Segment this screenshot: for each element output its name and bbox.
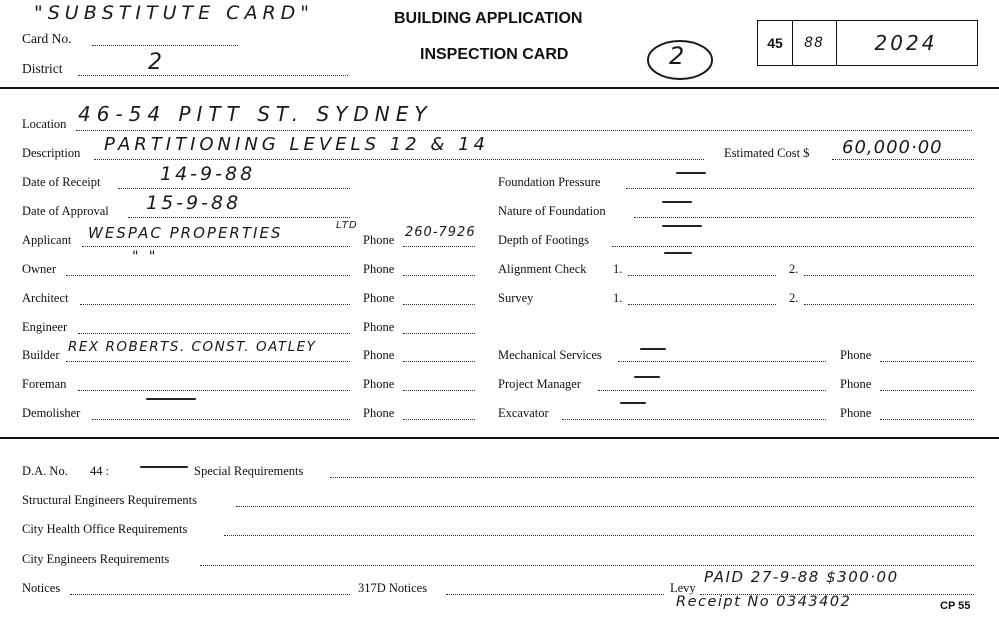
applicant-phone-line xyxy=(403,246,475,247)
mechanical-services-label: Mechanical Services xyxy=(498,348,602,362)
excavator-phone-line xyxy=(880,419,974,420)
excavator-dash xyxy=(620,402,646,404)
alignment-item-1-line xyxy=(628,275,776,276)
mechanical-phone-label: Phone xyxy=(840,348,872,362)
description-label: Description xyxy=(22,146,81,160)
alignment-item-1-label: 1. xyxy=(613,262,623,276)
excavator-line xyxy=(562,419,826,420)
requirements-divider xyxy=(0,437,999,439)
foundation-pressure-dash xyxy=(676,172,706,174)
builder-value: REX ROBERTS. CONST. OATLEY xyxy=(68,339,317,355)
architect-label: Architect xyxy=(22,291,69,305)
survey-item-2-line xyxy=(804,304,974,305)
date-of-receipt-value: 14-9-88 xyxy=(160,163,256,185)
owner-phone-label: Phone xyxy=(363,262,395,276)
demolisher-label: Demolisher xyxy=(22,406,81,420)
depth-of-footings-label: Depth of Footings xyxy=(498,233,589,247)
card-no-label: Card No. xyxy=(22,31,72,46)
alignment-item-2-line xyxy=(804,275,974,276)
card-title-line2: INSPECTION CARD xyxy=(420,46,569,63)
applicant-phone-label: Phone xyxy=(363,233,395,247)
estimated-cost-value: 60,000·00 xyxy=(842,137,943,158)
date-of-approval-line xyxy=(128,217,350,218)
header-divider xyxy=(0,87,999,89)
district-value: 2 xyxy=(148,50,165,75)
engineer-phone-line xyxy=(403,333,475,334)
ref-number-a: 45 xyxy=(767,35,783,51)
description-value: PARTITIONING LEVELS 12 & 14 xyxy=(104,134,490,155)
alignment-item-2-label: 2. xyxy=(789,262,799,276)
foreman-phone-label: Phone xyxy=(363,377,395,391)
demolisher-line xyxy=(92,419,350,420)
survey-item-2-label: 2. xyxy=(789,291,799,305)
architect-line xyxy=(80,304,350,305)
estimated-cost-label: Estimated Cost $ xyxy=(724,146,810,160)
nature-of-foundation-label: Nature of Foundation xyxy=(498,204,606,218)
applicant-suffix: LTD xyxy=(336,220,358,231)
excavator-phone-label: Phone xyxy=(840,406,872,420)
special-requirements-line xyxy=(330,477,974,478)
mechanical-services-dash xyxy=(640,348,666,350)
builder-phone-label: Phone xyxy=(363,348,395,362)
date-of-approval-label: Date of Approval xyxy=(22,204,109,218)
card-no-line xyxy=(92,45,238,46)
engineer-label: Engineer xyxy=(22,320,68,334)
foreman-label: Foreman xyxy=(22,377,67,391)
applicant-phone-value: 260-7926 xyxy=(405,225,476,240)
nature-of-foundation-dash xyxy=(662,201,692,203)
notices-label: Notices xyxy=(22,581,61,595)
location-line xyxy=(76,130,972,131)
excavator-label: Excavator xyxy=(498,406,549,420)
location-value: 46-54 PITT ST. SYDNEY xyxy=(78,102,433,126)
mechanical-phone-line xyxy=(880,361,974,362)
nature-of-foundation-line xyxy=(634,217,974,218)
foreman-dash-mark xyxy=(146,398,196,400)
alignment-check-label: Alignment Check xyxy=(498,262,587,276)
depth-of-footings-line xyxy=(612,246,974,247)
structural-requirements-label: Structural Engineers Requirements xyxy=(22,493,197,507)
receipt-value: Receipt No 0343402 xyxy=(676,594,852,610)
special-requirements-label: Special Requirements xyxy=(194,464,304,478)
engineer-phone-label: Phone xyxy=(363,320,395,334)
project-manager-phone-line xyxy=(880,390,974,391)
demolisher-phone-line xyxy=(403,419,475,420)
health-requirements-line xyxy=(224,535,974,536)
builder-label: Builder xyxy=(22,348,60,362)
form-code: CP 55 xyxy=(940,600,971,612)
architect-phone-label: Phone xyxy=(363,291,395,305)
demolisher-phone-label: Phone xyxy=(363,406,395,420)
da-no-label: D.A. No. xyxy=(22,464,68,478)
applicant-label: Applicant xyxy=(22,233,72,247)
estimated-cost-line xyxy=(832,159,974,160)
foundation-pressure-line xyxy=(626,188,974,189)
district-line xyxy=(78,75,348,76)
builder-phone-line xyxy=(403,361,475,362)
reference-box xyxy=(757,20,978,66)
survey-item-1-label: 1. xyxy=(613,291,623,305)
foundation-pressure-label: Foundation Pressure xyxy=(498,175,601,189)
survey-label: Survey xyxy=(498,291,534,305)
description-line xyxy=(94,159,704,160)
circled-number: 2 xyxy=(669,42,688,70)
survey-item-1-line xyxy=(628,304,776,305)
foreman-line xyxy=(78,390,350,391)
date-of-approval-value: 15-9-88 xyxy=(146,192,242,214)
notices-line xyxy=(70,594,350,595)
city-engineers-requirements-line xyxy=(200,565,974,566)
owner-phone-line xyxy=(403,275,475,276)
owner-line xyxy=(66,275,350,276)
owner-label: Owner xyxy=(22,262,57,276)
da-no-value: 44 : xyxy=(90,464,110,478)
ref-number-b: 88 xyxy=(804,35,824,51)
date-of-receipt-line xyxy=(118,188,350,189)
health-requirements-label: City Health Office Requirements xyxy=(22,522,188,536)
structural-requirements-line xyxy=(236,506,974,507)
depth-of-footings-dash xyxy=(662,225,702,227)
notices-317d-line xyxy=(446,594,664,595)
project-manager-phone-label: Phone xyxy=(840,377,872,391)
date-of-receipt-label: Date of Receipt xyxy=(22,175,101,189)
applicant-line xyxy=(82,246,350,247)
substitute-card-note: "SUBSTITUTE CARD" xyxy=(34,2,315,24)
district-label: District xyxy=(22,61,63,76)
engineer-line xyxy=(78,333,350,334)
architect-phone-line xyxy=(403,304,475,305)
ref-number-c: 2024 xyxy=(874,31,938,55)
da-no-dash xyxy=(140,466,188,468)
project-manager-line xyxy=(598,390,826,391)
mechanical-services-line xyxy=(618,361,826,362)
notices-317d-label: 317D Notices xyxy=(358,581,428,595)
location-label: Location xyxy=(22,117,67,131)
owner-value: " " xyxy=(132,249,159,265)
builder-line xyxy=(66,361,350,362)
levy-value: PAID 27-9-88 $300·00 xyxy=(704,568,899,586)
applicant-value: WESPAC PROPERTIES xyxy=(88,224,283,242)
alignment-dash xyxy=(664,252,692,254)
project-manager-dash xyxy=(634,376,660,378)
city-engineers-requirements-label: City Engineers Requirements xyxy=(22,552,170,566)
card-title-line1: BUILDING APPLICATION xyxy=(394,10,583,27)
levy-label: Levy xyxy=(670,581,696,595)
foreman-phone-line xyxy=(403,390,475,391)
project-manager-label: Project Manager xyxy=(498,377,581,391)
